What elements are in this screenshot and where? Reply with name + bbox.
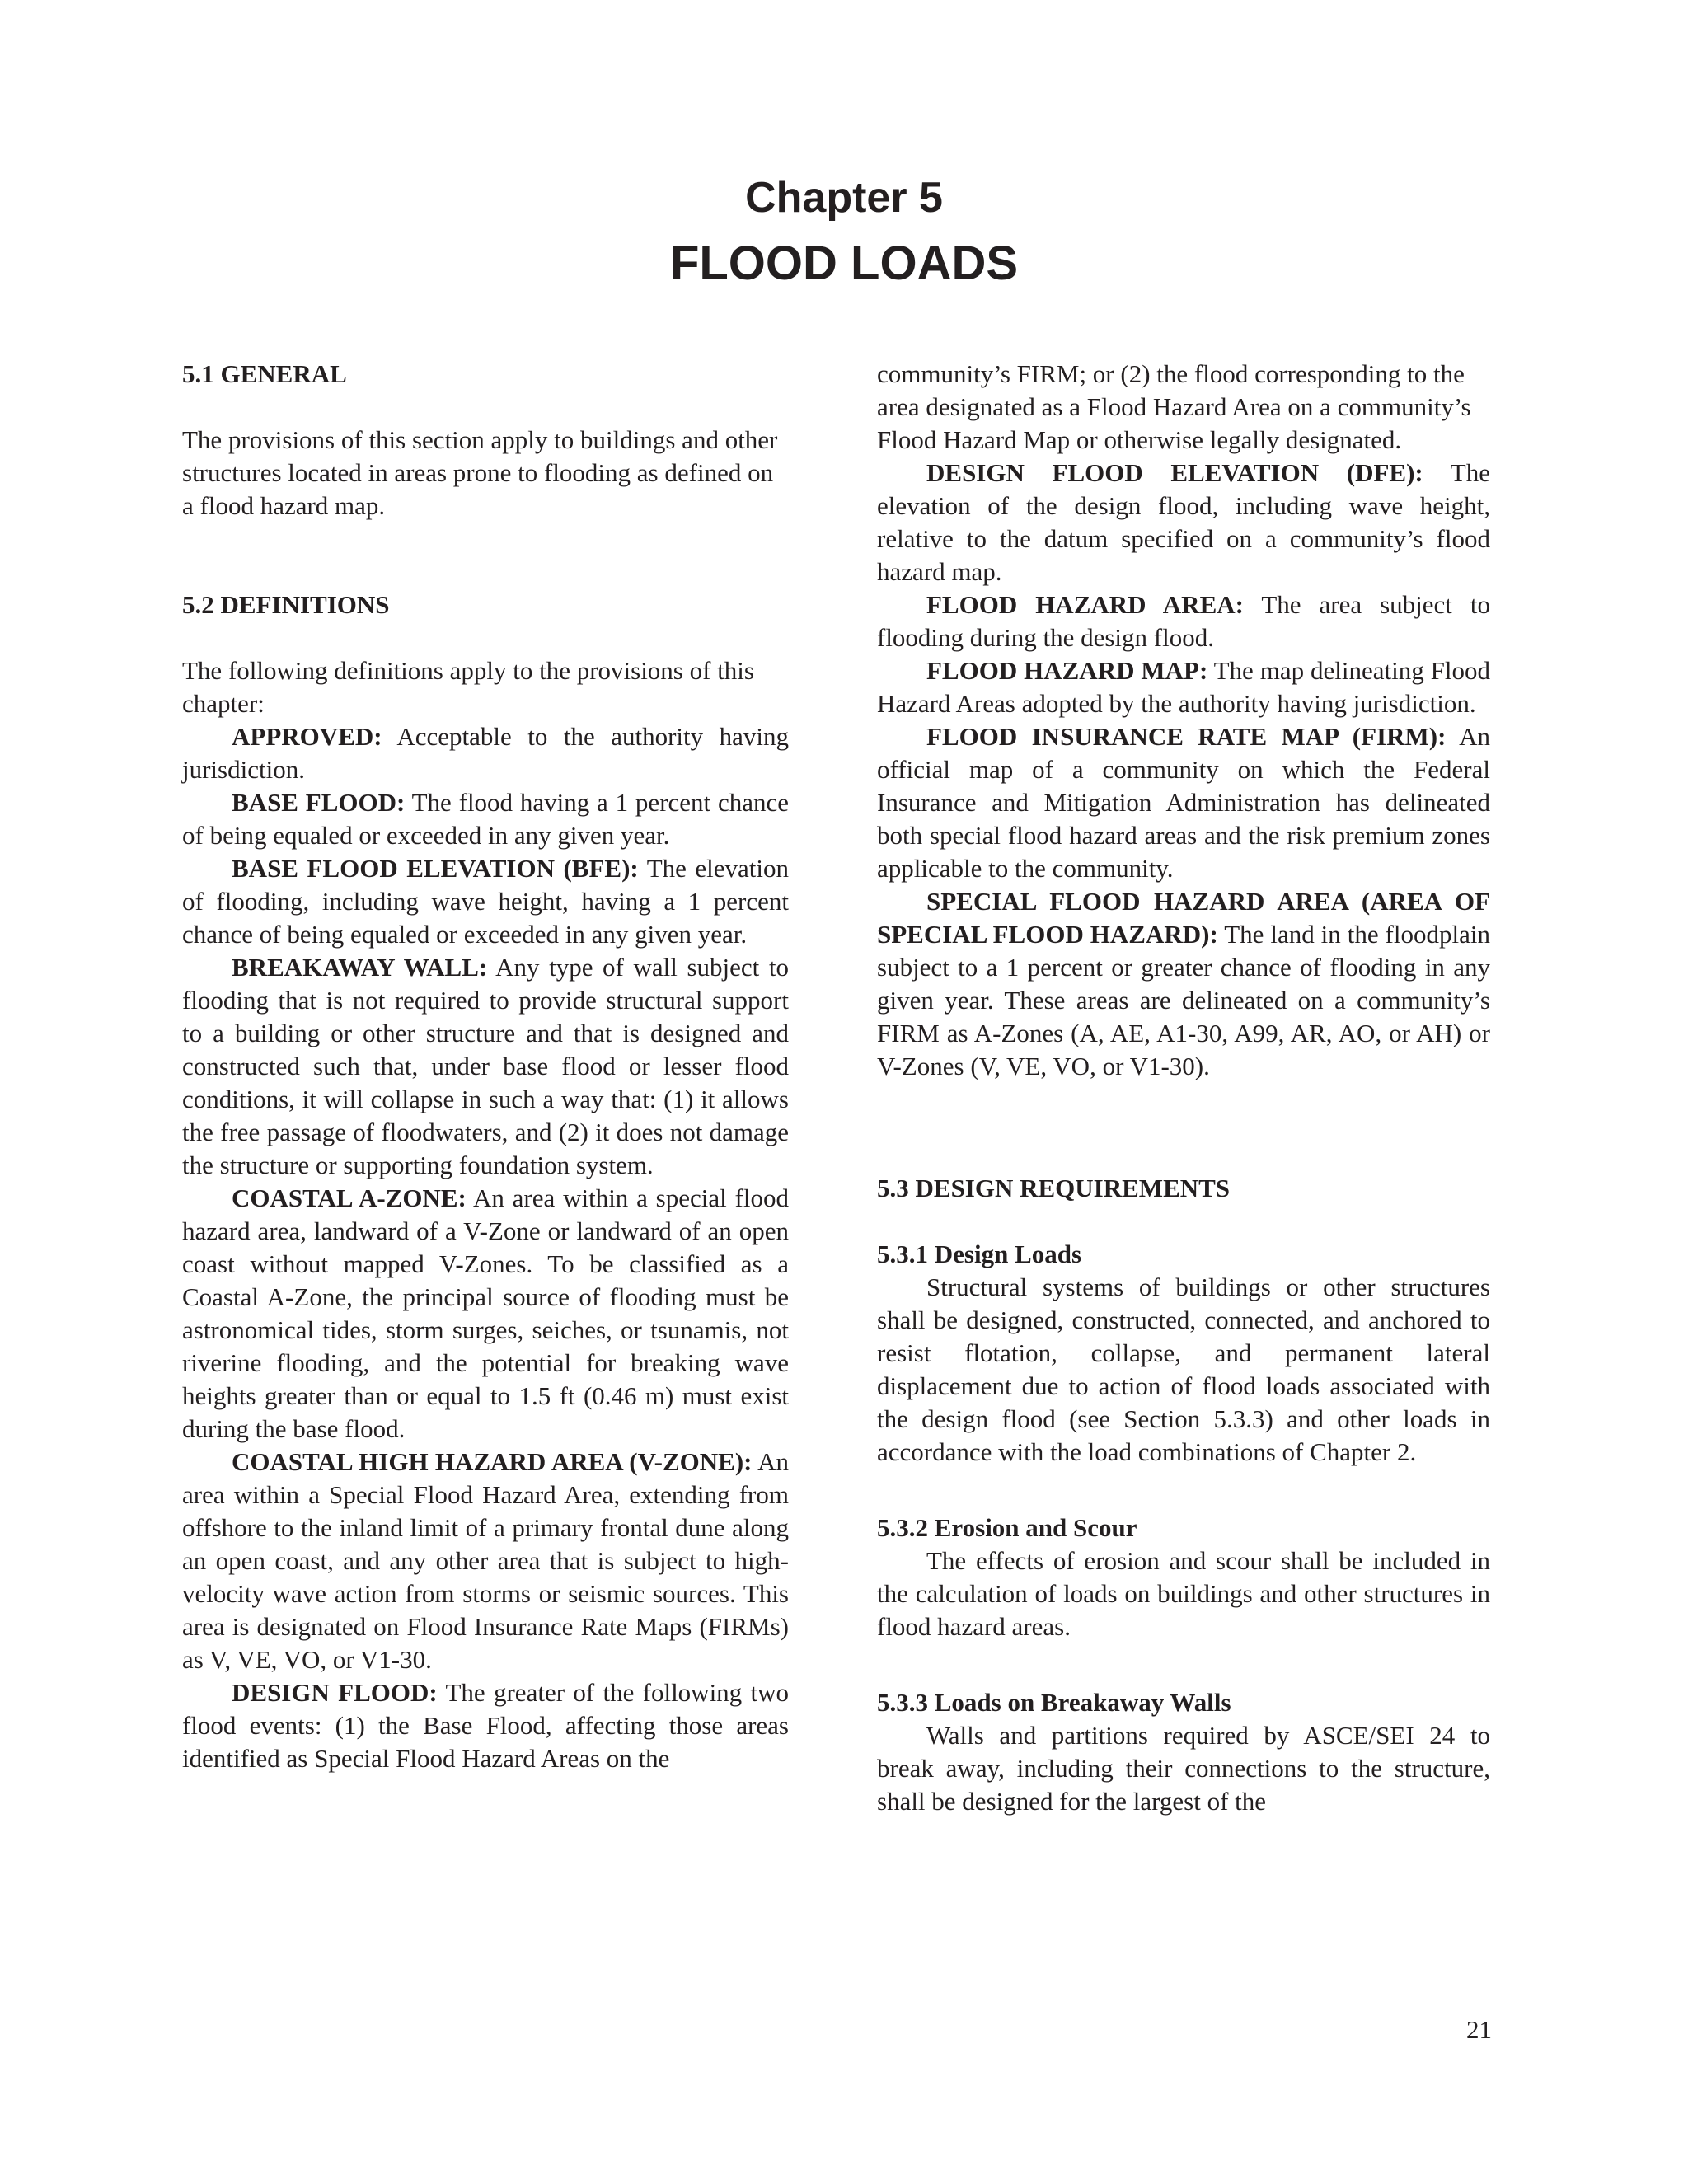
definition-text-part-1: The greater of the following two flood events: (1) the Base Flood, affecting those areas identified as Special Flood Hazard Areas on the — [182, 1678, 789, 1773]
page-number: 21 — [1466, 2015, 1492, 2044]
definition-text: The elevation of flooding, including wave height, having a 1 percent chance of being equaled or exceeded in any given year. — [182, 854, 790, 949]
right-column — [877, 358, 1490, 1818]
definition-term: SPECIAL FLOOD HAZARD AREA (AREA OF SPECIAL FLOOD HAZARD): — [877, 887, 1490, 949]
definition-text: The map delineating Flood Hazard Areas adopted by the authority having jurisdiction. — [877, 656, 1490, 718]
definition-flood-hazard-area — [877, 588, 1490, 654]
definition-text: The area subject to flooding during the design flood. — [877, 590, 1490, 652]
section-heading-5-3: 5.3 DESIGN REQUIREMENTS — [877, 1174, 1231, 1202]
chapter-title: FLOOD LOADS — [669, 237, 1019, 290]
section-heading-5-3-3: 5.3.3 Loads on Breakaway Walls — [877, 1688, 1231, 1717]
definition-term: APPROVED: — [232, 722, 382, 751]
definition-term: BASE FLOOD ELEVATION (BFE): — [232, 854, 639, 883]
definition-term: FLOOD HAZARD AREA: — [926, 590, 1244, 619]
definition-breakaway-wall — [182, 951, 789, 1182]
section-heading-5-3-2: 5.3.2 Erosion and Scour — [877, 1513, 1137, 1542]
definition-design-flood — [182, 1676, 789, 1775]
definition-term: BREAKAWAY WALL: — [232, 953, 488, 982]
definition-design-flood-elevation — [877, 457, 1490, 588]
left-column — [182, 358, 789, 1775]
section-text-5-1: The provisions of this section apply to buildings and other structures located in areas prone to flooding as defined on a flood hazard map. — [182, 425, 778, 520]
definition-coastal-high-hazard-area — [182, 1446, 789, 1676]
section-text-5-3-1: Structural systems of buildings or other structures shall be designed, constructed, connected, and anchored to resist flotation, collapse, and permanent lateral displacement due to action of flood loads associated with the design flood (see Section 5.3.3) and other loads in accordance with the load combinations of Chapter 2. — [877, 1272, 1490, 1466]
definition-text: The flood having a 1 percent chance of being equaled or exceeded in any given year. — [182, 788, 789, 850]
definition-text: Acceptable to the authority having jurisdiction. — [182, 722, 790, 784]
definition-text: An official map of a community on which the Federal Insurance and Mitigation Administration has delineated both special flood hazard areas and the risk premium zones applicable to the community. — [877, 722, 1490, 883]
section-text-5-3-3: Walls and partitions required by ASCE/SEI 24 to break away, including their connections to the structure, shall be designed for the largest of the — [877, 1721, 1490, 1816]
definition-term: BASE FLOOD: — [232, 788, 406, 817]
definition-text: The land in the floodplain subject to a 1 percent or greater chance of flooding in any given year. These areas are delineated on a community’s FIRM as A-Zones (A, AE, A1-30, A99, AR, AO, or AH) or V-Zones (V, VE, VO, or V1-30). — [877, 920, 1490, 1080]
definitions-intro: The following definitions apply to the provisions of this chapter: — [182, 656, 754, 718]
section-heading-5-1: 5.1 GENERAL — [182, 359, 347, 388]
definition-term: FLOOD HAZARD MAP: — [926, 656, 1208, 685]
definition-design-flood-continued: community’s FIRM; or (2) the flood corresponding to the area designated as a Flood Hazard Area on a community’s Flood Hazard Map or otherwise legally designated. — [877, 359, 1471, 454]
section-heading-5-3-1: 5.3.1 Design Loads — [877, 1240, 1082, 1268]
definition-special-flood-hazard-area — [877, 885, 1490, 1083]
definition-base-flood-elevation — [182, 852, 789, 951]
definition-text: Any type of wall subject to flooding that is not required to provide structural support to a building or other structure and that is designed and constructed such that, under base flood or lesser flood conditions, it will collapse in such a way that: (1) it allows the free passage of floodwaters, and (2) it does not damage the structure or supporting foundation system. — [182, 953, 789, 1179]
definition-term: COASTAL A-ZONE: — [232, 1183, 467, 1212]
definition-base-flood — [182, 786, 789, 852]
definition-coastal-a-zone — [182, 1182, 789, 1446]
chapter-number: Chapter 5 — [745, 174, 943, 222]
definition-text: The elevation of the design flood, including wave height, relative to the datum specified on a community’s flood hazard map. — [877, 458, 1490, 586]
definition-flood-hazard-map — [877, 654, 1490, 720]
definition-firm — [877, 720, 1490, 885]
section-text-5-3-2: The effects of erosion and scour shall be included in the calculation of loads on buildings and other structures in flood hazard areas. — [877, 1546, 1490, 1641]
definition-text: An area within a Special Flood Hazard Area, extending from offshore to the inland limit of a primary frontal dune along an open coast, and any other area that is subject to high-velocity wave action from storms or seismic sources. This area is designated on Flood Insurance Rate Maps (FIRMs) as V, VE, VO, or V1-30. — [182, 1447, 789, 1674]
section-heading-5-2: 5.2 DEFINITIONS — [182, 590, 390, 619]
definition-term: FLOOD INSURANCE RATE MAP (FIRM): — [926, 722, 1447, 751]
definition-text: An area within a special flood hazard area, landward of a V-Zone or landward of an open coast without mapped V-Zones. To be classified as a Coastal A-Zone, the principal source of flooding must be astronomical tides, storm surges, seiches, or tsunamis, not riverine flooding, and the potential for breaking wave heights greater than or equal to 1.5 ft (0.46 m) must exist during the base flood. — [182, 1183, 789, 1443]
definition-approved — [182, 720, 789, 786]
definition-term: COASTAL HIGH HAZARD AREA (V-ZONE): — [232, 1447, 753, 1476]
definition-term: DESIGN FLOOD ELEVATION (DFE): — [926, 458, 1423, 487]
definition-term: DESIGN FLOOD: — [232, 1678, 438, 1707]
